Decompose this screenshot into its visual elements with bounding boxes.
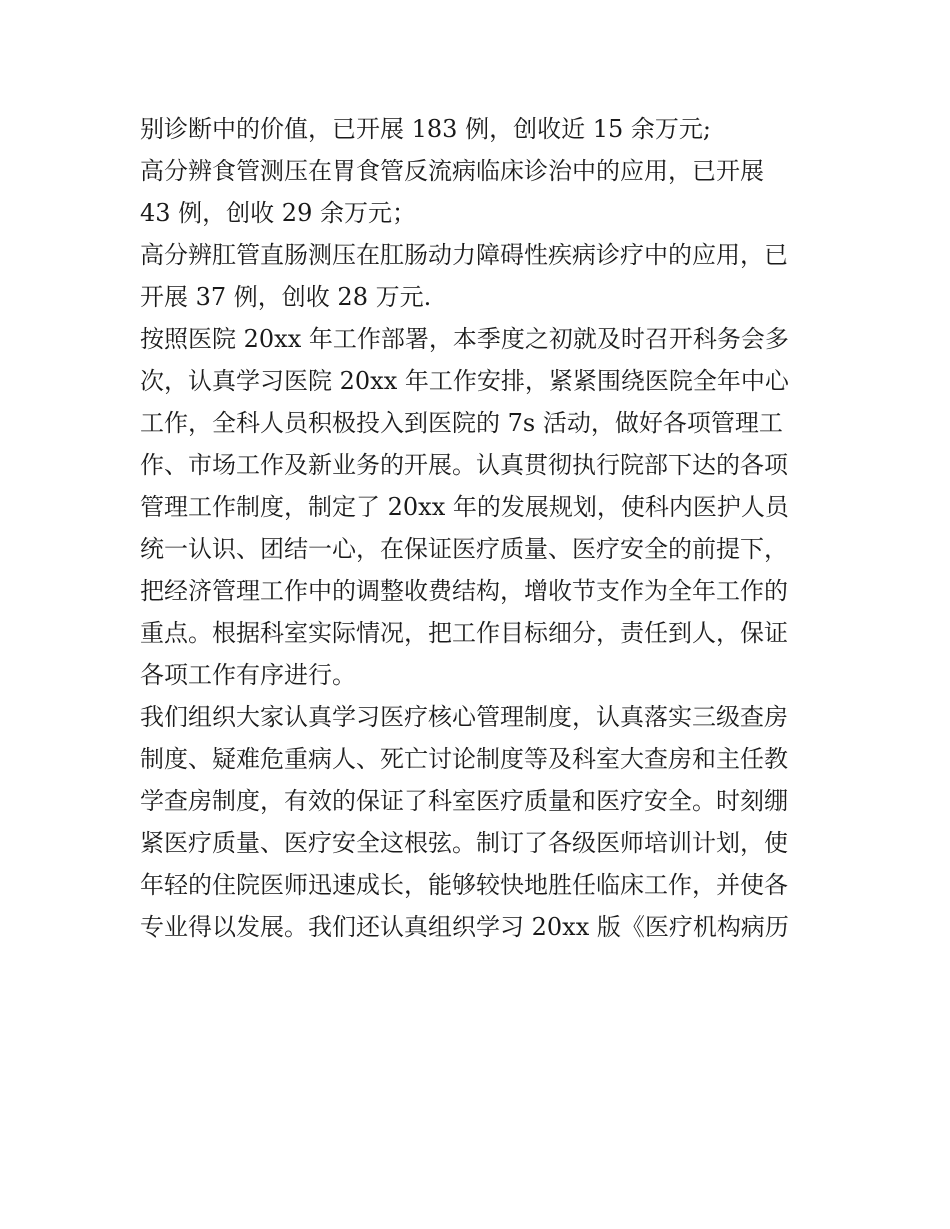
text-line: 各项工作有序进行。 [140,661,356,689]
text-line: 管理工作制度，制定了 20xx 年的发展规划，使科内医护人员 [140,493,789,521]
text-line: 别诊断中的价值，已开展 183 例，创收近 15 余万元; [140,115,711,143]
text-line: 次，认真学习医院 20xx 年工作安排，紧紧围绕医院全年中心 [140,367,789,395]
text-line: 43 例，创收 29 余万元； [140,199,416,227]
text-line: 工作，全科人员积极投入到医院的 7s 活动，做好各项管理工 [140,409,783,437]
text-line: 紧医疗质量、医疗安全这根弦。制订了各级医师培训计划，使 [140,829,788,857]
text-line: 高分辨食管测压在胃食管反流病临床诊治中的应用，已开展 [140,157,764,185]
text-line: 作、市场工作及新业务的开展。认真贯彻执行院部下达的各项 [140,451,788,479]
document-body [140,108,815,948]
text-line: 年轻的住院医师迅速成长，能够较快地胜任临床工作，并使各 [140,871,788,899]
text-line: 学查房制度，有效的保证了科室医疗质量和医疗安全。时刻绷 [140,787,788,815]
text-line: 统一认识、团结一心，在保证医疗质量、医疗安全的前提下， [140,535,788,563]
text-line: 重点。根据科室实际情况，把工作目标细分，责任到人，保证 [140,619,788,647]
text-line: 制度、疑难危重病人、死亡讨论制度等及科室大查房和主任教 [140,745,788,773]
text-line: 按照医院 20xx 年工作部署，本季度之初就及时召开科务会多 [140,325,789,353]
text-line: 专业得以发展。我们还认真组织学习 20xx 版《医疗机构病历 [140,913,789,941]
text-line: 把经济管理工作中的调整收费结构，增收节支作为全年工作的 [140,577,788,605]
text-line: 开展 37 例，创收 28 万元. [140,283,432,311]
text-line: 我们组织大家认真学习医疗核心管理制度，认真落实三级查房 [140,703,788,731]
text-line: 高分辨肛管直肠测压在肛肠动力障碍性疾病诊疗中的应用，已 [140,241,788,269]
